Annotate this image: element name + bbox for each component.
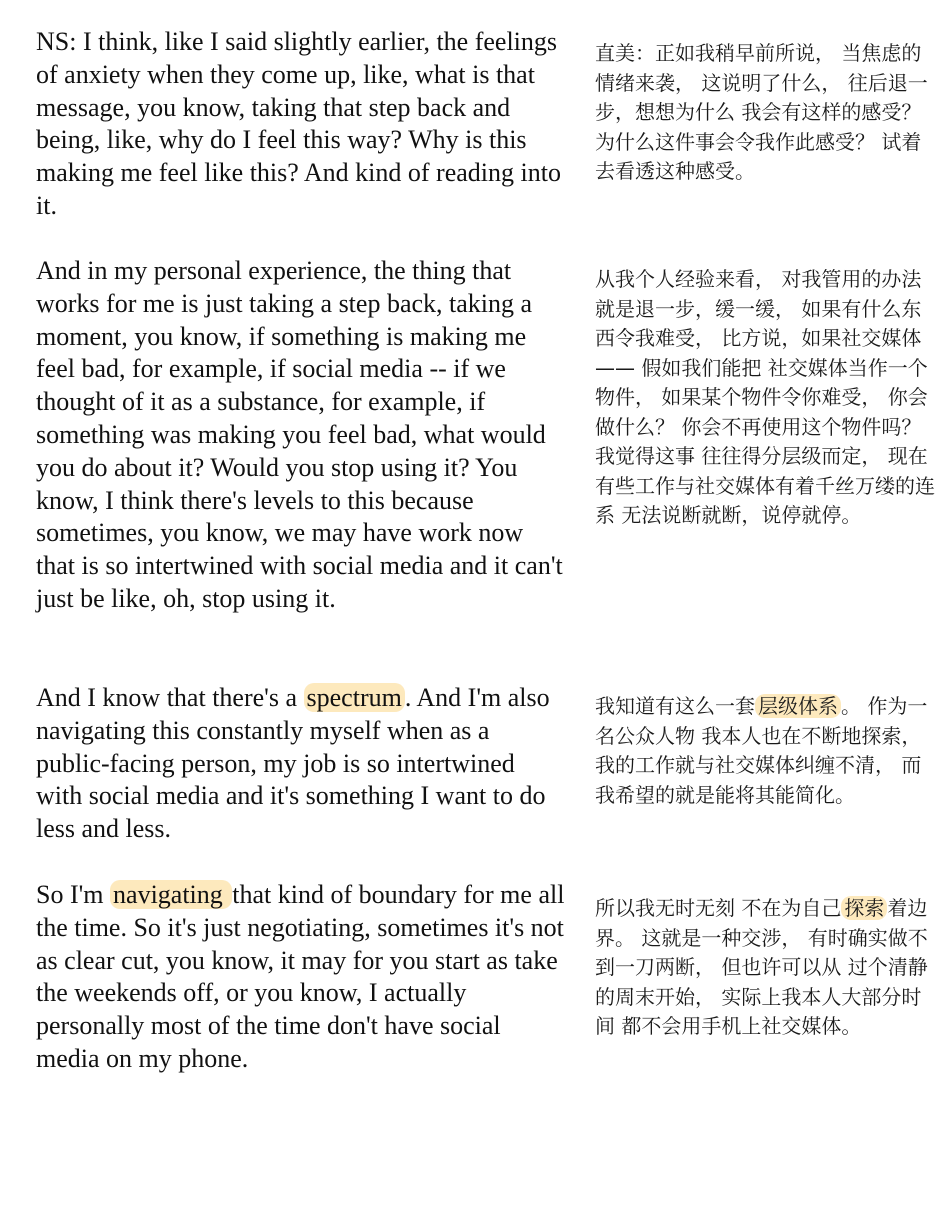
chinese-paragraph-3 [595, 692, 940, 810]
chinese-text-before: 我知道有这么一套 [595, 694, 755, 718]
chinese-text-after: 着边界。 这就是一种交涉， 有时确实做不到一刀两断， 但也许可以从 过个清静的周末开始， 实际上我本人大部分时间 都不会用手机上社交媒体。 [595, 896, 928, 1038]
chinese-paragraph-1: 直美：正如我稍早前所说， 当焦虑的情绪来袭， 这说明了什么， 往后退一步，想想为什么 我会有这样的感受？ 为什么这件事会令我作此感受？ 试着去看透这种感受。 [595, 41, 928, 183]
chinese-text-before: 所以我无时无刻 不在为自己 [595, 896, 842, 920]
english-paragraph-1: NS: I think, like I said slightly earlier, the feelings of anxiety when they come up, like, what is that message, you know, taking that step back and being, like, why do I feel this way? Why is this making me feel like this? And kind of reading into it. [36, 27, 561, 220]
highlighted-term-navigating: navigating [110, 880, 232, 909]
highlighted-term-spectrum: spectrum [304, 683, 405, 712]
chinese-paragraph-4 [595, 894, 940, 1042]
english-text-after: . And I'm also navigating this constantly myself when as a public-facing person, my job is so intertwined with social media and it's something I want to do less and less. [36, 683, 550, 844]
english-text-before: So I'm [36, 880, 111, 909]
highlighted-term-hierarchy: 层级体系 [755, 694, 841, 718]
english-text-before: And I know that there's a [36, 683, 304, 712]
chinese-paragraph-2: 从我个人经验来看， 对我管用的办法 就是退一步，缓一缓， 如果有什么东西令我难受， 比方说，如果社交媒体—— 假如我们能把 社交媒体当作一个物件， 如果某个物件令你难受， 你会做什么？ 你会不再使用这个物件吗？ 我觉得这事 往往得分层级而定， 现在有些工作与社交媒体有着千丝万缕的连系 无法说断就断，说停就停。 [595, 267, 935, 527]
highlighted-term-explore: 探索 [841, 896, 887, 920]
english-paragraph-4 [36, 879, 566, 1076]
english-paragraph-2: And in my personal experience, the thing that works for me is just taking a step back, taking a moment, you know, if something is making me feel bad, for example, if social media -- if we thought of it as a substance, for example, if something was making you feel bad, what would you do about it? Would you stop using it? You know, I think there's levels to this because sometimes, you know, we may have work now that is so intertwined with social media and it can't just be like, oh, stop using it. [36, 256, 563, 613]
chinese-text-after: 。 作为一名公众人物 我本人也在不断地探索， 我的工作就与社交媒体纠缠不清， 而我希望的就是能将其能简化。 [595, 694, 928, 807]
english-paragraph-3 [36, 682, 566, 846]
english-text-after: that kind of boundary for me all the time. So it's just negotiating, sometimes it's not as clear cut, you know, it may for you start as take the weekends off, or you know, I actually personally most of the time don't have social media on my phone. [36, 880, 565, 1073]
